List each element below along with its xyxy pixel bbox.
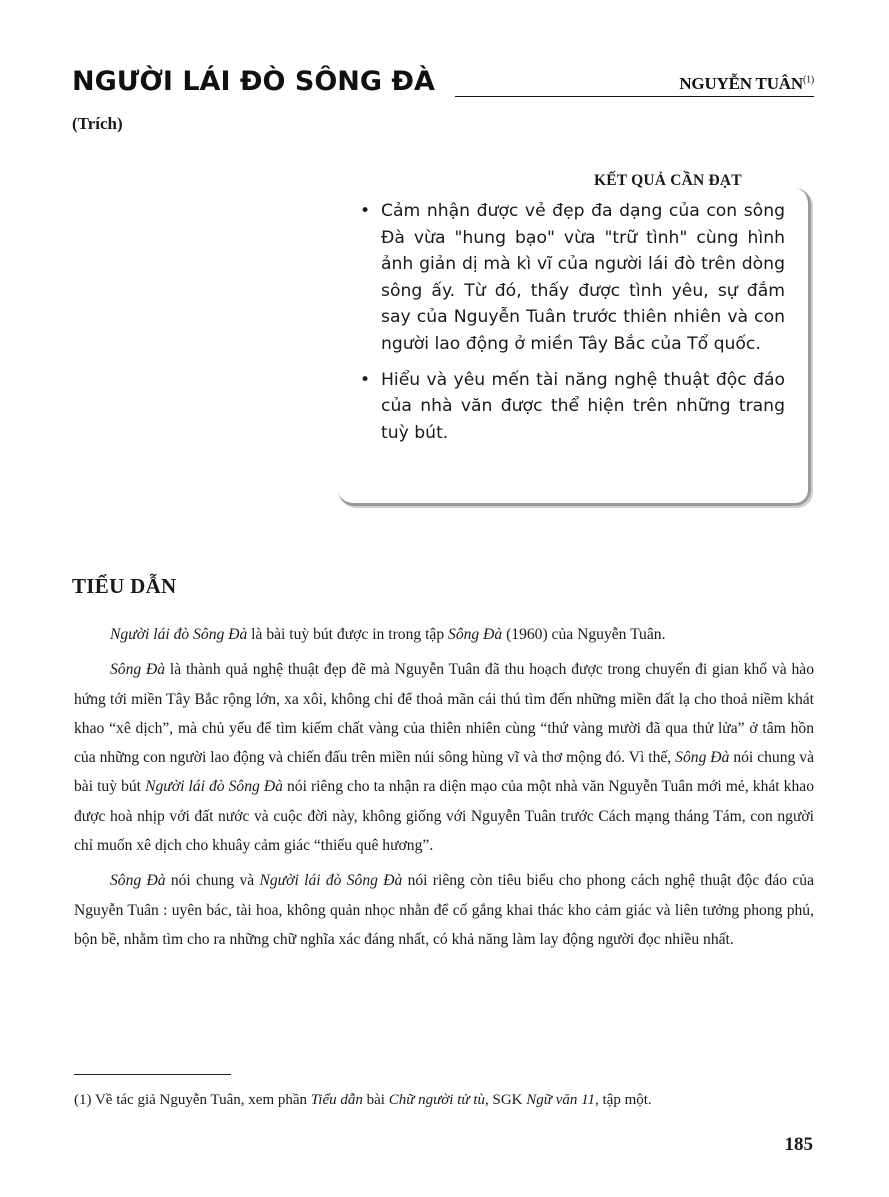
footnote-rule	[74, 1074, 231, 1075]
italic-title: Chữ người tử tù	[388, 1092, 485, 1108]
italic-title: Người lái đò Sông Đà	[145, 778, 283, 796]
goals-heading: KẾT QUẢ CẦN ĐẠT	[594, 172, 742, 189]
title-rule	[455, 96, 814, 97]
italic-title: Sông Đà	[675, 749, 730, 767]
text-run: bài	[362, 1092, 389, 1108]
page-number: 185	[784, 1134, 813, 1155]
author-text: NGUYỄN TUÂN	[679, 74, 803, 93]
italic-title: Ngữ văn 11	[526, 1092, 595, 1108]
text-run: , tập một.	[595, 1092, 652, 1108]
excerpt-note: (Trích)	[72, 114, 123, 133]
text-run: nói riêng cho ta nhận ra diện mạo của một nhà văn Nguyễn Tuân mới mẻ, khát khao được hoà nhịp với đất nước và cuộc đời này, không giống với Nguyễn Tuân trước Cách mạng tháng Tám, con người chỉ muốn xê dịch cho khuây cảm giác “thiếu quê hương”.	[74, 778, 814, 855]
text-run: (1960) của Nguyễn Tuân.	[502, 626, 666, 643]
paragraph-1	[74, 620, 814, 649]
footnote	[74, 1092, 652, 1109]
goal-item: • Hiểu và yêu mến tài năng nghệ thuật độc đáo của nhà văn được thể hiện trên những trang tuỳ bút.	[360, 367, 785, 447]
text-run: nói chung và bài tuỳ bút	[74, 749, 814, 796]
italic-title: Sông Đà	[110, 872, 166, 890]
italic-title: Sông Đà	[448, 626, 503, 643]
section-heading: TIỂU DẪN	[72, 574, 177, 598]
author-footnote-ref[interactable]: (1)	[802, 74, 814, 86]
title-row	[72, 66, 814, 100]
italic-title: Người lái đò Sông Đà	[259, 872, 403, 890]
paragraph-3	[74, 866, 814, 954]
italic-title: Tiểu dẫn	[310, 1092, 363, 1108]
page-title: NGƯỜI LÁI ĐÒ SÔNG ĐÀ	[72, 66, 435, 97]
text-run: nói riêng còn tiêu biểu cho phong cách nghệ thuật độc đáo của Nguyễn Tuân : uyên bác, tài hoa, không quản nhọc nhằn để cố gắng khai thác kho cảm giác và liên tưởng phong phú, bộn bề, nhằm tìm cho ra những chữ nghĩa xác đáng nhất, có khả năng làm lay động người đọc nhiều nhất.	[74, 872, 814, 948]
goals-list	[360, 198, 785, 446]
body-text	[74, 620, 814, 960]
goal-item: • Cảm nhận được vẻ đẹp đa dạng của con sông Đà vừa "hung bạo" vừa "trữ tình" cùng hình ảnh giản dị mà kì vĩ của người lái đò trên dòng sông ấy. Từ đó, thấy được tình yêu, sự đắm say của Nguyễn Tuân trước thiên nhiên và con người lao động ở miền Tây Bắc của Tổ quốc.	[360, 198, 785, 358]
text-run: là thành quả nghệ thuật đẹp đẽ mà Nguyễn Tuân đã thu hoạch được trong chuyến đi gian khổ và hào hứng tới miền Tây Bắc rộng lớn, xa xôi, không chỉ để thoả mãn cái thú tìm đến những miền đất lạ cho thoả niềm khát khao “xê dịch”, mà chủ yếu để tìm kiếm chất vàng của thiên nhiên cùng “thứ vàng mười đã qua thử lửa” ở tâm hồn của những con người lao động và chiến đấu trên miền núi sông hùng vĩ và thơ mộng đó. Vì thế,	[74, 661, 814, 767]
text-run: là bài tuỳ bút được in trong tập	[247, 626, 449, 643]
text-run: , SGK	[485, 1092, 527, 1108]
text-run: nói chung và	[165, 872, 260, 890]
italic-title: Sông Đà	[110, 661, 166, 679]
author-name	[679, 74, 814, 94]
paragraph-2	[74, 655, 814, 860]
italic-title: Người lái đò Sông Đà	[110, 626, 248, 643]
text-run: (1) Về tác giả Nguyễn Tuân, xem phần	[74, 1092, 311, 1108]
